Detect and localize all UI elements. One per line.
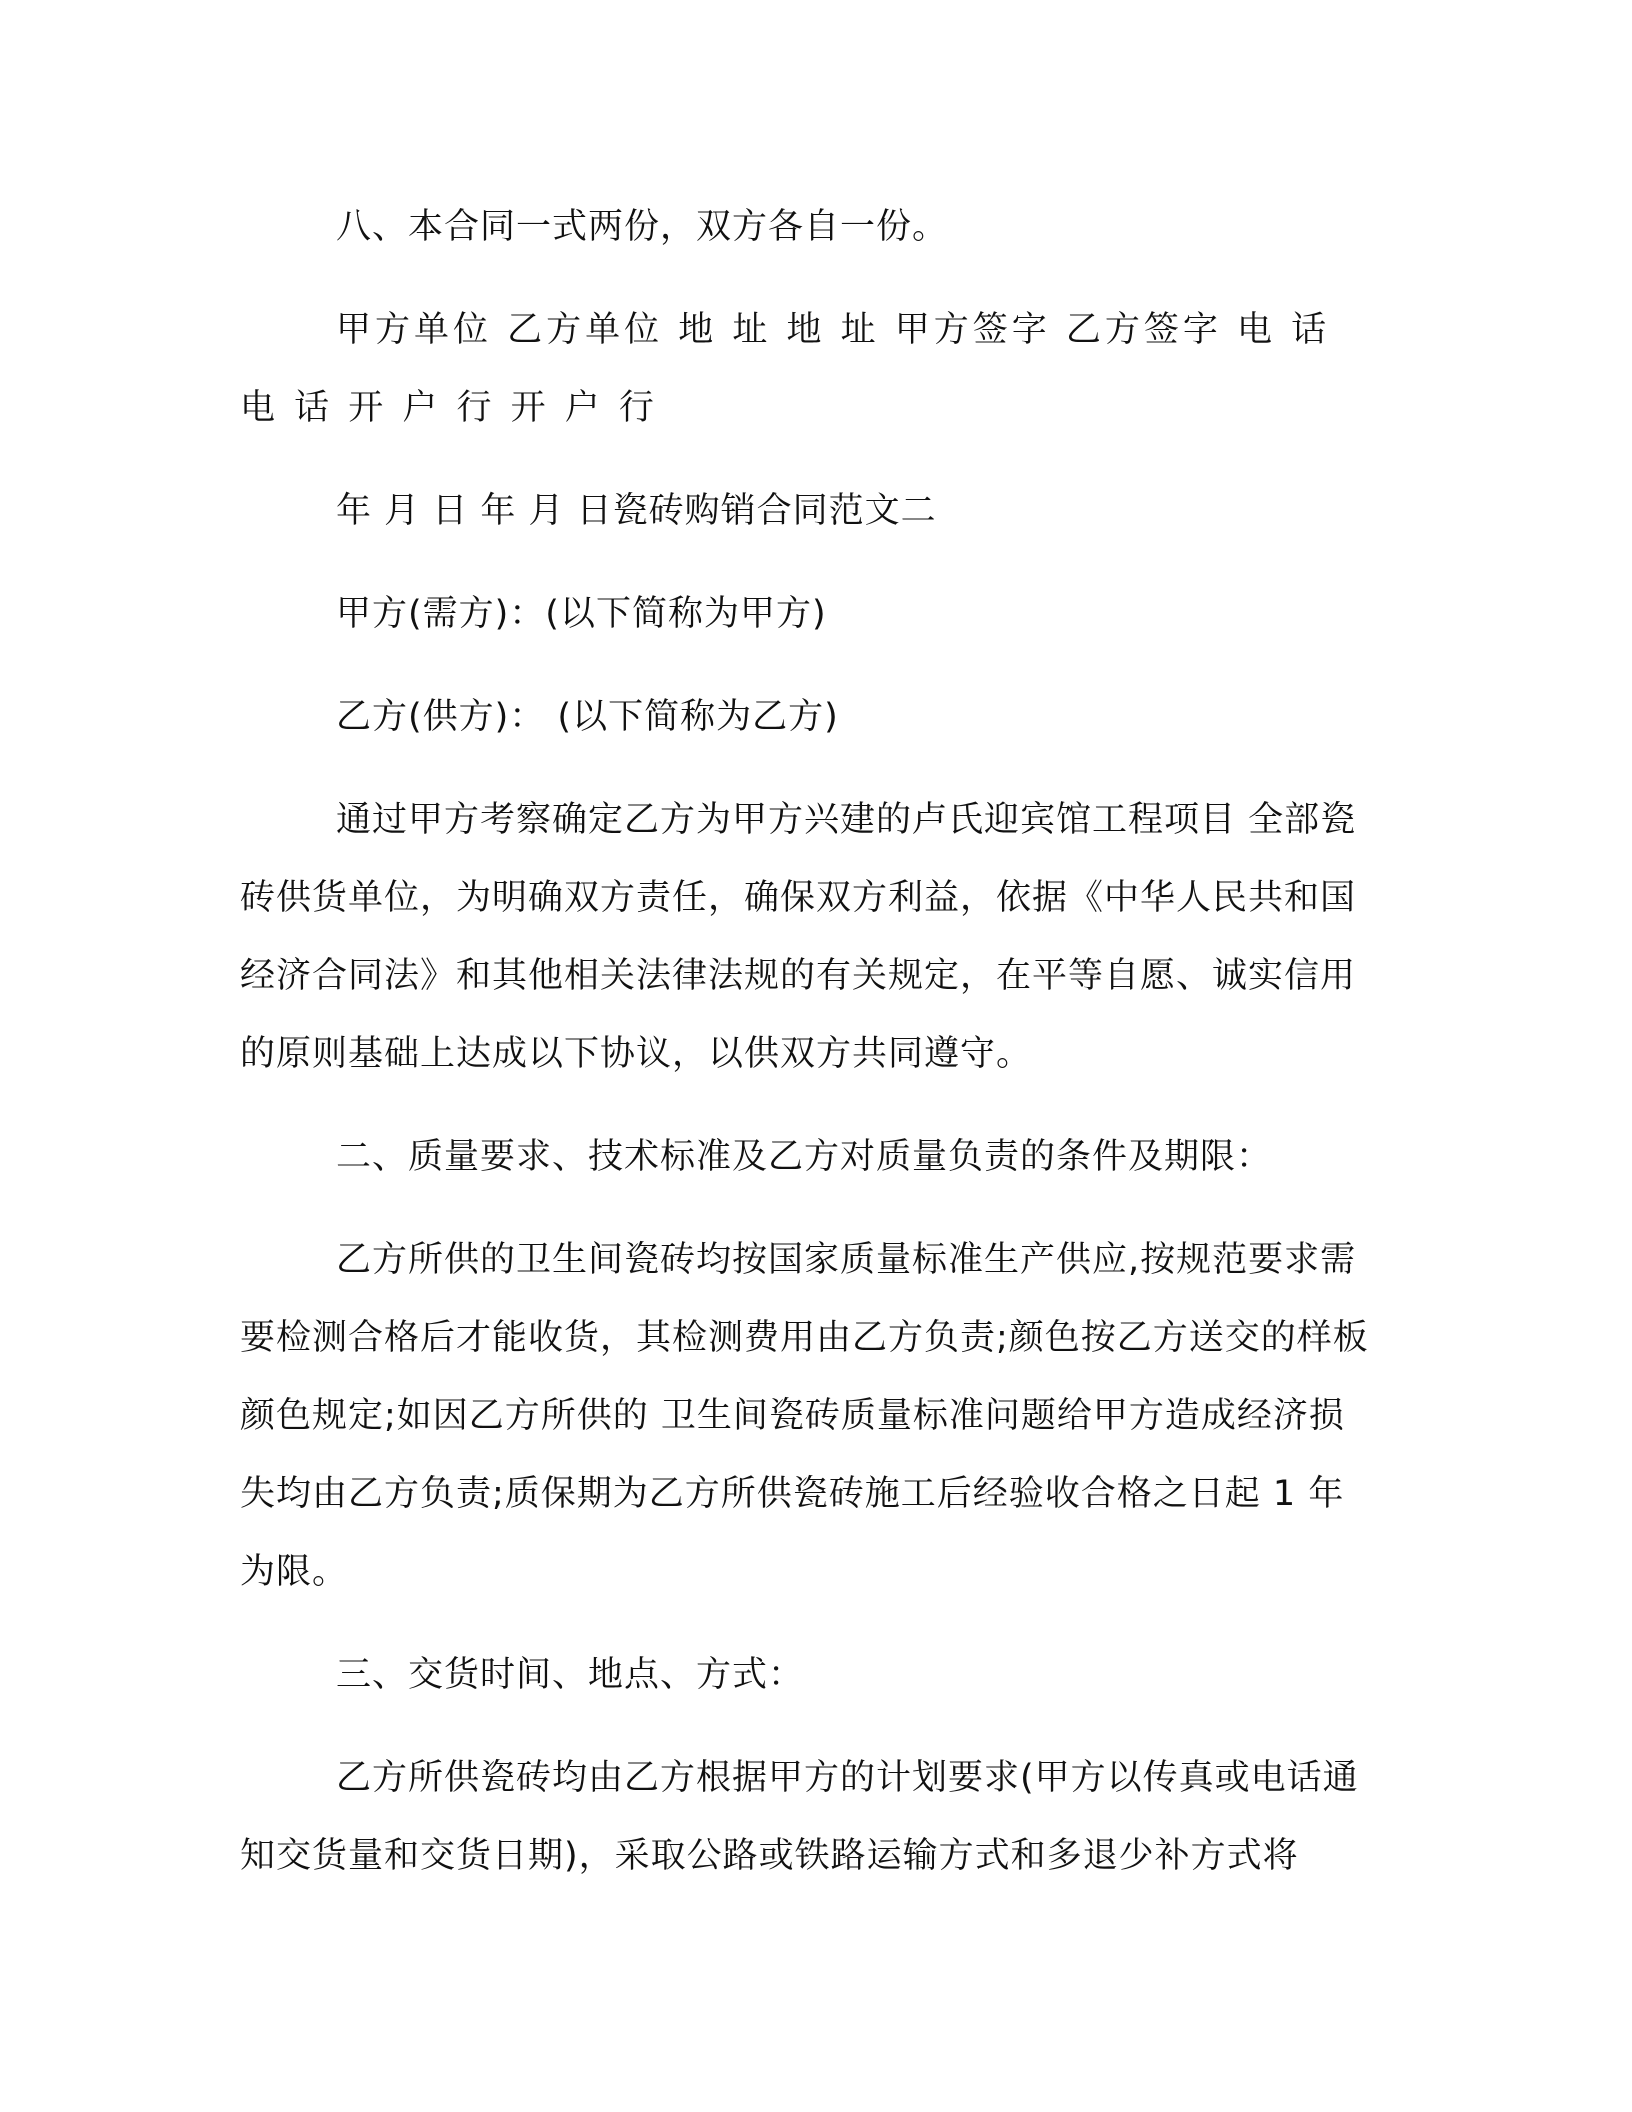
document-body <box>240 188 1380 1895</box>
paragraph-date-and-title: 年 月 日 年 月 日瓷砖购销合同范文二 <box>336 491 937 531</box>
section-heading-delivery: 三、交货时间、地点、方式： <box>336 1655 805 1695</box>
paragraph-preamble: 通过甲方考察确定乙方为甲方兴建的卢氏迎宾馆工程项目 全部瓷砖供货单位，为明确双方责任，确保双方利益，依据《中华人民共和国经济合同法》和其他相关法律法规的有关规定，在平等自愿、诚实信用的原则基础上达成以下协议，以供双方共同遵守。 <box>240 800 1357 1074</box>
section-heading-quality: 二、质量要求、技术标准及乙方对质量负责的条件及期限： <box>336 1137 1273 1177</box>
paragraph-copies-clause: 八、本合同一式两份，双方各自一份。 <box>336 207 949 247</box>
paragraph-signature-fields: 甲方单位 乙方单位 地 址 地 址 甲方签字 乙方签字 电 话 电 话 开 户 行 开 户 行 <box>240 310 1331 428</box>
paragraph-party-b: 乙方(供方)： (以下简称为乙方) <box>336 697 839 737</box>
paragraph-party-a: 甲方(需方)：(以下简称为甲方) <box>336 594 827 634</box>
paragraph-delivery-terms: 乙方所供瓷砖均由乙方根据甲方的计划要求(甲方以传真或电话通知交货量和交货日期)，采取公路或铁路运输方式和多退少补方式将 <box>240 1758 1359 1876</box>
paragraph-quality-terms: 乙方所供的卫生间瓷砖均按国家质量标准生产供应,按规范要求需要检测合格后才能收货，其检测费用由乙方负责;颜色按乙方送交的样板颜色规定;如因乙方所供的 卫生间瓷砖质量标准问题给甲方造成经济损失均由乙方负责;质保期为乙方所供瓷砖施工后经验收合格之日起 1 年为限。 <box>240 1240 1369 1592</box>
